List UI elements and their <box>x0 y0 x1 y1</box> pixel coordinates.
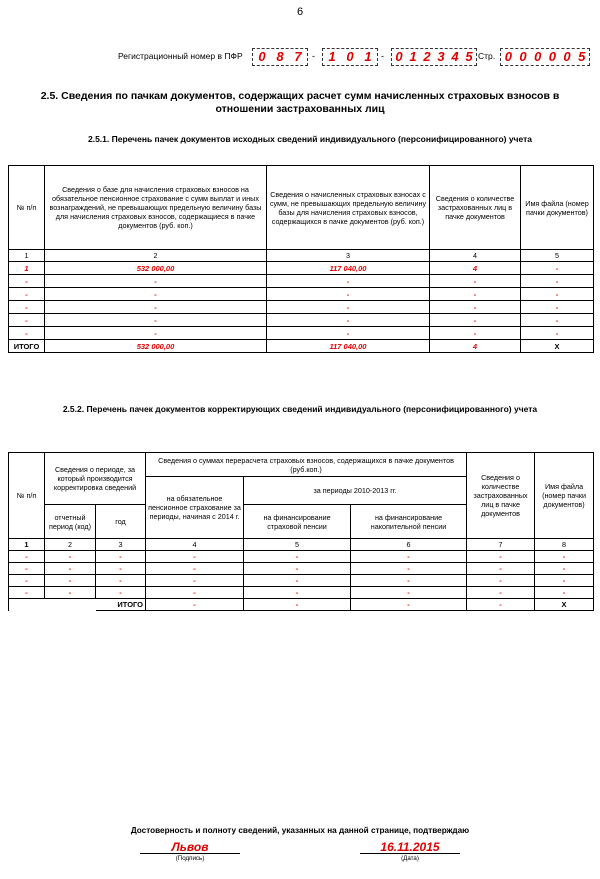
header-funded: на финансирование накопительной пенсии <box>351 505 467 539</box>
header-file: Имя файла (номер пачки документов) <box>535 453 594 539</box>
header-count: Сведения о количестве застрахованных лиц в пачке документов <box>430 166 521 250</box>
header-year: год <box>96 505 146 539</box>
section-252-title: 2.5.2. Перечень пачек документов корректирующих сведений индивидуального (персонифицированного) учета <box>62 404 538 414</box>
header-accrued: Сведения о начисленных страховых взносах с сумм, не превышающих предельную величину базы для начисления страховых взносов, содержащихся в пачке документов (руб. коп.) <box>267 166 430 250</box>
header-ops: на обязательное пенсионное страхование за периоды, начиная с 2014 г. <box>146 477 244 539</box>
signature-caption: (Подпись) <box>175 855 205 862</box>
header-period: отчетный период (код) <box>45 505 96 539</box>
header-num: № п/п <box>9 453 45 539</box>
table-row: - - - - - - - - <box>9 587 594 599</box>
table-row: - - - - - - - - <box>9 551 594 563</box>
header-num: № п/п <box>9 166 45 250</box>
table-row: - - - - - <box>9 301 594 314</box>
column-numbers-row: 1 2 3 4 5 6 7 8 <box>9 539 594 551</box>
header-file: Имя файла (номер пачки документов) <box>521 166 594 250</box>
signature: Львов <box>171 840 209 854</box>
total-row: ИТОГО 532 000,00 117 040,00 4 X <box>9 340 594 353</box>
reg-number-part2: 1 0 1 <box>322 48 378 66</box>
table-row: - - - - - <box>9 275 594 288</box>
header-periods-2010: за периоды 2010-2013 гг. <box>244 477 467 505</box>
table-row: - - - - - - - - <box>9 563 594 575</box>
reg-separator: - <box>312 51 315 61</box>
page-number: 6 <box>296 6 304 18</box>
table-row: - - - - - <box>9 288 594 301</box>
header-insurance: на финансирование страховой пенсии <box>244 505 351 539</box>
date-value: 16.11.2015 <box>380 840 440 854</box>
table-row: - - - - - - - - <box>9 575 594 587</box>
signature-line <box>140 853 240 854</box>
section-title: 2.5. Сведения по пачкам документов, содержащих расчет сумм начисленных страховых взносов в отношении застрахованных лиц <box>40 90 560 115</box>
registration-label: Регистрационный номер в ПФР <box>118 51 243 61</box>
table-original-packs <box>8 165 594 353</box>
header-period-group: Сведения о периоде, за который производится корректировка сведений <box>45 453 146 505</box>
page-number-boxes: 0 0 0 0 0 5 <box>500 48 590 66</box>
reg-number-part3: 0 1 2 3 4 5 <box>391 48 477 66</box>
section-251-title: 2.5.1. Перечень пачек документов исходных сведений индивидуального (персонифицированного) учета <box>87 134 533 144</box>
table-row: - - - - - <box>9 314 594 327</box>
registration-row <box>0 44 600 66</box>
table-row: 1 532 000,00 117 040,00 4 - <box>9 262 594 275</box>
reg-number-part1: 0 8 7 <box>252 48 308 66</box>
total-row: ИТОГО - - - - X <box>9 599 594 611</box>
page-label: Стр. <box>478 51 496 61</box>
table-correction-packs <box>8 452 594 611</box>
date-line <box>360 853 460 854</box>
header-count: Сведения о количестве застрахованных лиц в пачке документов <box>467 453 535 539</box>
column-numbers-row: 1 2 3 4 5 <box>9 250 594 262</box>
header-base: Сведения о базе для начисления страховых взносов на обязательное пенсионное страхование с сумм выплат и иных вознаграждений, не превышающих предельную величину базы для начисления страховых взносов, содержащиеся в пачке документов (руб. коп.) <box>45 166 267 250</box>
table-row: - - - - - <box>9 327 594 340</box>
confirmation-statement: Достоверность и полноту сведений, указанных на данной странице, подтверждаю <box>130 826 470 835</box>
reg-separator: - <box>381 51 384 61</box>
header-sums-group: Сведения о суммах перерасчета страховых взносов, содержащихся в пачке документов (руб.коп.) <box>146 453 467 477</box>
date-caption: (Дата) <box>401 855 419 862</box>
